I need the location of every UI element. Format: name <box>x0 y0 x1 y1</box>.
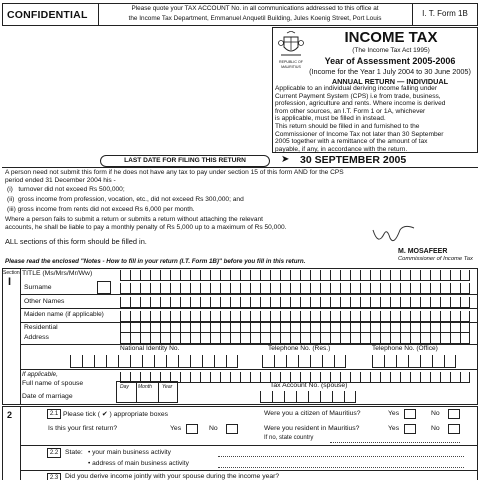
q23-tag: 2.3 <box>47 473 61 480</box>
year-of-assessment: Year of Assessment 2005-2006 <box>324 56 456 66</box>
first-return-yes-checkbox[interactable] <box>186 424 198 434</box>
spouse-tan-label: Tax Account No. (spouse) <box>270 382 348 389</box>
first-return-no-label: No <box>209 425 218 432</box>
day-label: Day <box>120 384 129 390</box>
header-divider <box>98 3 99 26</box>
signatory-name: M. MOSAFEER <box>398 248 448 255</box>
year-label: Year <box>162 384 173 390</box>
first-return-no-checkbox[interactable] <box>226 424 238 434</box>
desc-line: This return should be filled in and furnished to the <box>275 122 420 130</box>
signature-icon <box>370 224 420 248</box>
main-address-input[interactable] <box>218 467 464 468</box>
main-activity-label: • your main business activity <box>88 449 171 456</box>
title-input[interactable] <box>97 281 111 294</box>
residential-label: Residential <box>24 324 58 331</box>
q21-tag: 2.1 <box>47 409 61 419</box>
maiden-name-input[interactable] <box>120 311 470 322</box>
resident-no-label: No <box>431 425 440 432</box>
row-line <box>20 294 478 295</box>
penalty-line2: accounts, he shall be liable to pay a monthly penalty of Rs 5,000 up to a maximum of Rs 50,000. <box>5 224 287 231</box>
all-sections-note: ALL sections of this form should be filled in. <box>5 237 147 246</box>
marriage-date-label: Date of marriage <box>22 393 73 400</box>
row-line <box>20 369 478 370</box>
desc-line: profession, agriculture and rents. Where income is derived <box>275 100 446 108</box>
tel-res-input[interactable] <box>262 355 346 368</box>
desc-line: Applicable to an individual deriving income falling under <box>275 85 438 92</box>
intro-line1: A person need not submit this form if he does not have any tax to pay under section 15 of this form AND for the CPS <box>5 169 344 176</box>
intro-line2: period ended 31 December 2004 his - <box>5 177 116 184</box>
exemption-item-1: (i) turnover did not exceed Rs 500,000; <box>7 186 125 193</box>
citizen-yes-checkbox[interactable] <box>404 409 416 419</box>
q22-tag: 2.2 <box>47 448 61 458</box>
spouse-name-label: Full name of spouse <box>22 380 84 387</box>
crest-icon <box>278 31 304 61</box>
address-line1-input[interactable] <box>120 322 470 333</box>
address-label: Address <box>24 334 49 341</box>
resident-label: Were you resident in Mauritius? <box>264 425 360 432</box>
row-line <box>20 445 478 446</box>
desc-line: from other sources, an I.T. Form 1 or 1A, whichever <box>275 107 426 115</box>
first-return-label: Is this your first return? <box>48 425 118 432</box>
exemption-item-3: (iii) gross income from rents did not exceed Rs 6,000 per month. <box>7 206 195 213</box>
signatory-title: Commissioner of Income Tax <box>398 256 473 262</box>
desc-line: 2005 together with a remittance of the amount of tax <box>275 138 428 146</box>
title-grid[interactable] <box>120 270 470 281</box>
if-no-country-label: If no, state country <box>264 435 314 441</box>
spouse-tan-input[interactable] <box>260 391 356 403</box>
notes-instruction: Please read the enclosed "Notes - How to fill in your return (I.T. Form 1B)" before you fill in this return. <box>5 258 306 265</box>
divider <box>2 167 478 168</box>
maiden-name-label: Maiden name (if applicable) <box>24 311 104 318</box>
surname-label: Surname <box>24 284 52 291</box>
section-number: 2 <box>7 410 13 420</box>
arrow-icon: ➤ <box>281 154 290 165</box>
return-type: ANNUAL RETURN — INDIVIDUAL <box>331 77 449 86</box>
citizen-yes-label: Yes <box>388 410 400 417</box>
main-address-label: • address of main business activity <box>88 460 189 467</box>
date-divider <box>158 381 159 403</box>
act-reference: (The Income Tax Act 1995) <box>352 47 430 54</box>
exemption-item-2: (ii) gross income from profession, vocation, etc., did not exceed Rs 300,000; and <box>7 196 244 203</box>
surname-input[interactable] <box>120 283 470 294</box>
desc-line: Current Payment System (CPS) i.e from trade, business, <box>275 92 441 100</box>
country-input[interactable] <box>330 442 460 443</box>
citizen-no-label: No <box>431 410 440 417</box>
crest-caption: REPUBLIC OF MAURITIUS <box>279 60 303 69</box>
applicability-text <box>275 85 476 153</box>
q21-label: Please tick ( ✔ ) appropriate boxes <box>63 411 169 418</box>
month-label: Month <box>138 384 152 390</box>
state-label: State: <box>65 449 83 456</box>
deadline-date: 30 SEPTEMBER 2005 <box>300 154 407 166</box>
citizen-label: Were you a citizen of Mauritius? <box>264 410 361 417</box>
other-names-label: Other Names <box>24 298 65 305</box>
section-label: Section <box>3 270 20 276</box>
row-line <box>20 470 478 471</box>
tel-res-label: Telephone No. (Res.) <box>268 345 331 352</box>
desc-line: is applicable, must be filled in instead. <box>275 115 386 123</box>
resident-yes-checkbox[interactable] <box>404 424 416 434</box>
section-divider <box>20 406 21 480</box>
tel-office-input[interactable] <box>372 355 456 368</box>
section-divider <box>20 268 21 405</box>
quote-tax-account-line1: Please quote your TAX ACCOUNT No. in all communications addressed to this office at <box>131 5 379 12</box>
last-date-label: LAST DATE FOR FILING THIS RETURN <box>100 155 270 167</box>
row-line <box>20 308 478 309</box>
other-names-input[interactable] <box>120 297 470 308</box>
joint-income-label: Did you derive income jointly with your spouse during the income year? <box>65 473 280 480</box>
desc-line: payable, if any, in accordance with the return. <box>275 145 408 153</box>
main-activity-input[interactable] <box>218 456 464 457</box>
resident-no-checkbox[interactable] <box>448 424 460 434</box>
first-return-yes-label: Yes <box>170 425 182 432</box>
nid-label: National Identity No. <box>120 345 180 352</box>
penalty-line1: Where a person fails to submit a return or submits a return without attaching the relevant <box>5 216 264 223</box>
confidential-label: CONFIDENTIAL <box>7 9 88 21</box>
form-id: I. T. Form 1B <box>422 9 468 18</box>
form-title: INCOME TAX <box>344 29 438 46</box>
quote-tax-account-line2: the Income Tax Department, Emmanuel Anquetil Building, Jules Koenig Street, Port Louis <box>128 15 382 22</box>
nid-input[interactable] <box>70 355 238 368</box>
address-line2-input[interactable] <box>120 333 470 344</box>
if-applicable-label: If applicable, <box>22 371 58 378</box>
tel-office-label: Telephone No. (Office) <box>372 345 438 352</box>
section-number: I <box>8 276 12 288</box>
income-period: (Income for the Year 1 July 2004 to 30 June 2005) <box>309 67 471 76</box>
citizen-no-checkbox[interactable] <box>448 409 460 419</box>
title-label: TITLE (Ms/Mrs/Mr/Ww) <box>22 270 93 277</box>
resident-yes-label: Yes <box>388 425 400 432</box>
date-divider <box>136 381 137 403</box>
header-divider <box>412 3 413 26</box>
desc-line: Commissioner of Income Tax not later than 30 September <box>275 130 444 138</box>
